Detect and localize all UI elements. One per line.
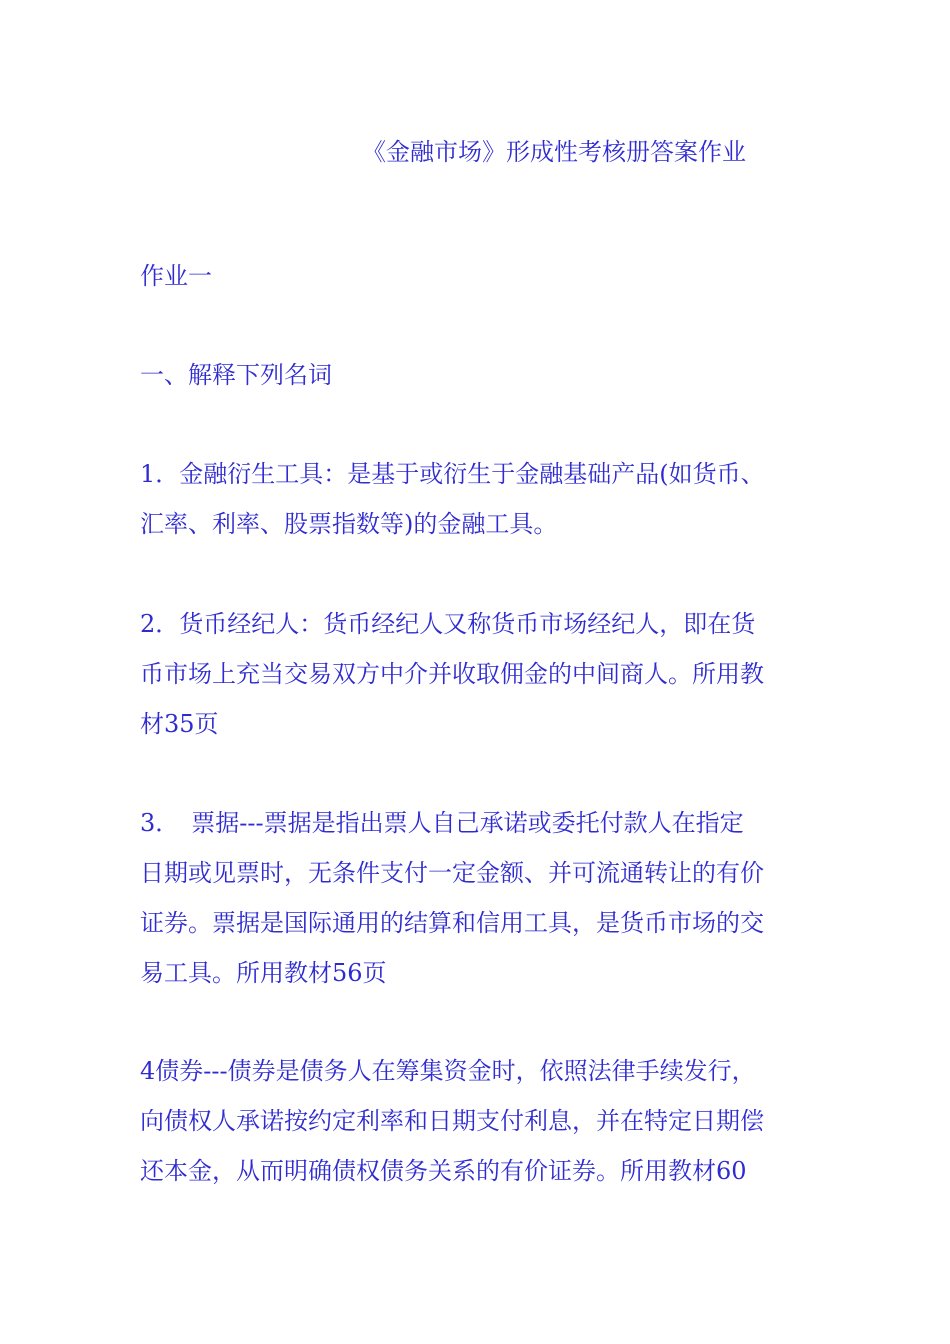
paragraph-line: 4债券---债券是债务人在筹集资金时，依照法律手续发行， (140, 1057, 756, 1085)
definition-paragraph-3 (140, 805, 820, 1005)
paragraph-line: 还本金，从而明确债权债务关系的有价证券。所用教材60 (140, 1157, 747, 1185)
definition-paragraph-2 (140, 606, 820, 756)
subsection-heading: 一、解释下列名词 (140, 361, 332, 389)
paragraph-line: 币市场上充当交易双方中介并收取佣金的中间商人。所用教 (140, 660, 764, 688)
paragraph-line: 向债权人承诺按约定利率和日期支付利息，并在特定日期偿 (140, 1107, 764, 1135)
paragraph-line: 3． 票据---票据是指出票人自己承诺或委托付款人在指定 (140, 809, 744, 837)
definition-paragraph-1 (140, 456, 820, 556)
paragraph-line: 1．金融衍生工具：是基于或衍生于金融基础产品(如货币、 (140, 460, 765, 488)
paragraph-line: 易工具。所用教材56页 (140, 959, 387, 987)
section-heading: 作业一 (140, 262, 212, 290)
paragraph-line: 汇率、利率、股票指数等)的金融工具。 (140, 510, 558, 538)
paragraph-line: 材35页 (140, 710, 219, 738)
paragraph-line: 日期或见票时，无条件支付一定金额、并可流通转让的有价 (140, 859, 764, 887)
paragraph-line: 证券。票据是国际通用的结算和信用工具，是货币市场的交 (140, 909, 764, 937)
definition-paragraph-4 (140, 1053, 820, 1203)
document-title: 《金融市场》形成性考核册答案作业 (362, 138, 746, 166)
paragraph-line: 2．货币经纪人：货币经纪人又称货币市场经纪人，即在货 (140, 610, 756, 638)
